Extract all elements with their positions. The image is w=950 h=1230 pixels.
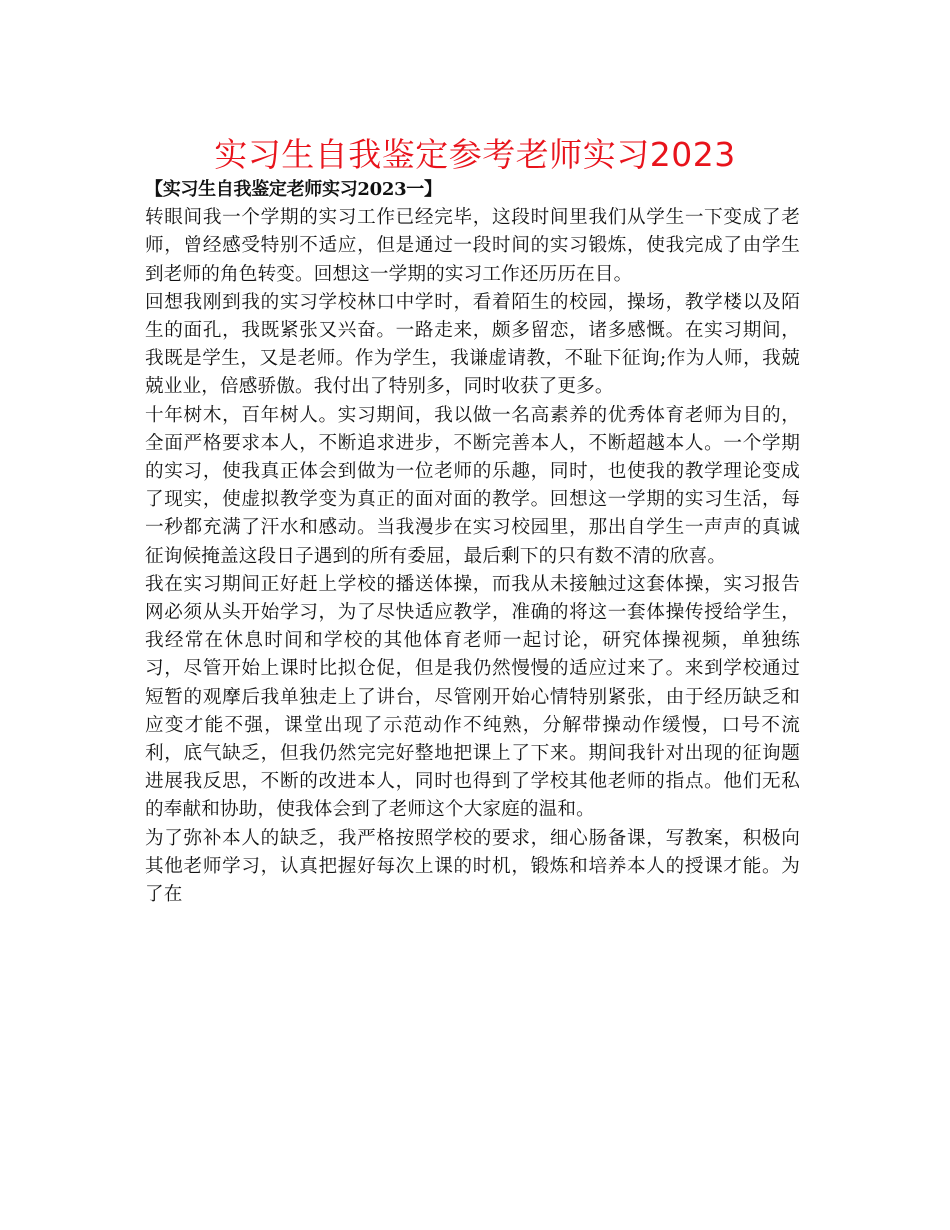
section-heading: 【实习生自我鉴定老师实习2023一】 bbox=[145, 179, 442, 200]
paragraph: 我在实习期间正好赶上学校的播送体操，而我从未接触过这套体操，实习报告网必须从头开始学习，为了尽快适应教学，准确的将这一套体操传授给学生，我经常在休息时间和学校的其他体育老师一起讨论，研究体操视频，单独练习，尽管开始上课时比拟仓促，但是我仍然慢慢的适应过来了。来到学校通过短暂的观摩后我单独走上了讲台，尽管刚开始心情特别紧张，由于经历缺乏和应变才能不强，课堂出现了示范动作不纯熟，分解带操动作缓慢，口号不流利，底气缺乏，但我仍然完完好整地把课上了下来。期间我针对出现的征询题进展我反思，不断的改进本人，同时也得到了学校其他老师的指点。他们无私的奉献和协助，使我体会到了老师这个大家庭的温和。 bbox=[145, 573, 800, 821]
document-title: 实习生自我鉴定参考老师实习2023 bbox=[214, 135, 736, 174]
document-body bbox=[145, 176, 800, 909]
paragraph: 为了弥补本人的缺乏，我严格按照学校的要求，细心肠备课，写教案，积极向其他老师学习，认真把握好每次上课的时机，锻炼和培养本人的授课才能。为了在 bbox=[145, 827, 800, 906]
paragraph: 转眼间我一个学期的实习工作已经完毕，这段时间里我们从学生一下变成了老师，曾经感受特别不适应，但是通过一段时间的实习锻炼，使我完成了由学生到老师的角色转变。回想这一学期的实习工作还历历在目。 bbox=[145, 207, 800, 285]
paragraph: 十年树木，百年树人。实习期间，我以做一名高素养的优秀体育老师为目的，全面严格要求本人，不断追求进步，不断完善本人，不断超越本人。一个学期的实习，使我真正体会到做为一位老师的乐趣，同时，也使我的教学理论变成了现实，使虚拟教学变为真正的面对面的教学。回想这一学期的实习生活，每一秒都充满了汗水和感动。当我漫步在实习校园里，那出自学生一声声的真诚征询候掩盖这段日子遇到的所有委屈，最后剩下的只有数不清的欣喜。 bbox=[145, 404, 800, 567]
paragraph: 回想我刚到我的实习学校林口中学时，看着陌生的校园，操场，教学楼以及陌生的面孔，我既紧张又兴奋。一路走来，颇多留恋，诸多感慨。在实习期间，我既是学生，又是老师。作为学生，我谦虚请教，不耻下征询;作为人师，我兢兢业业，倍感骄傲。我付出了特别多，同时收获了更多。 bbox=[145, 291, 800, 398]
